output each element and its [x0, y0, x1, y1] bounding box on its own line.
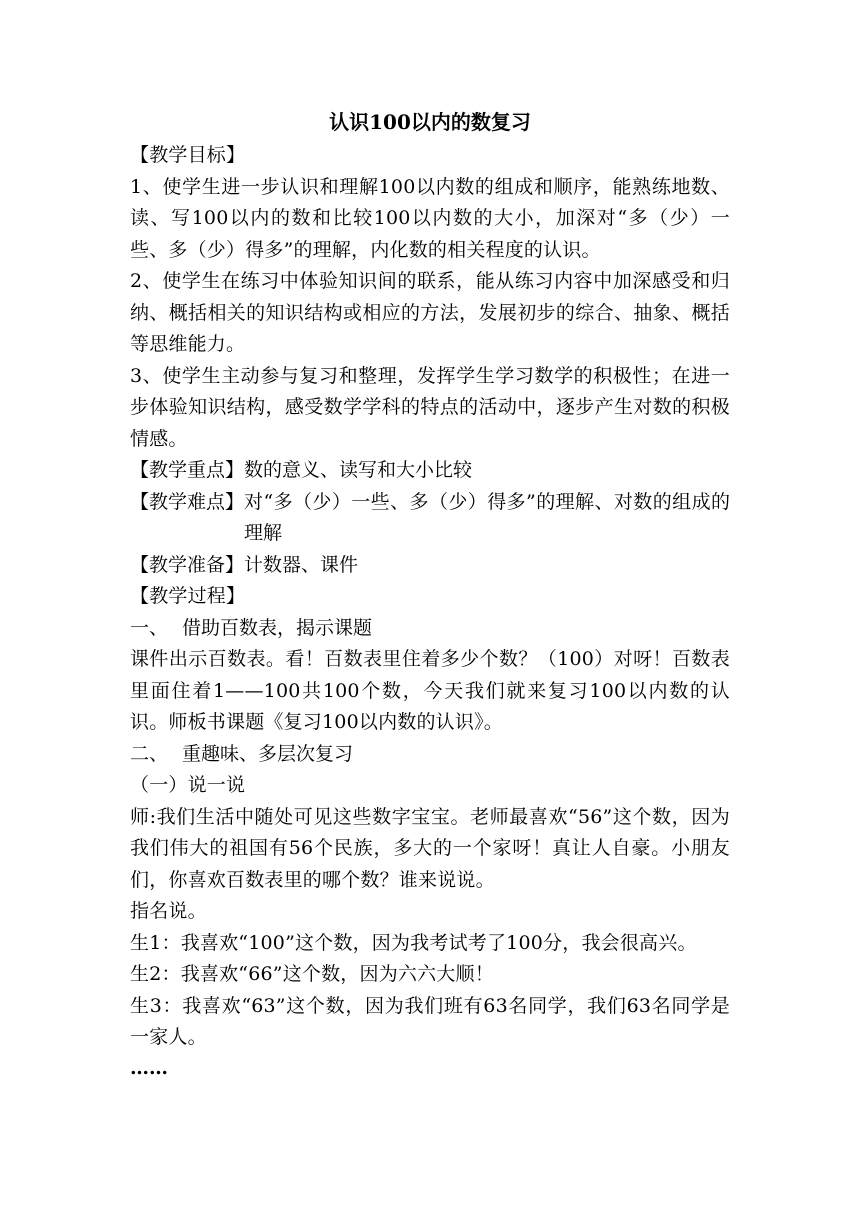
section-1-text: 课件出示百数表。看！百数表里住着多少个数？（100）对呀！百数表里面住着1——100共100个数，今天我们就来复习100以内数的认识。师板书课题《复习100以内数的认识》。	[130, 648, 730, 733]
section-2-number: 二、	[130, 742, 169, 765]
key-points-row	[130, 455, 730, 487]
student-3-text: 生3：我喜欢“63”这个数，因为我们班有63名同学，我们63名同学是一家人。	[130, 994, 730, 1048]
goals-heading: 【教学目标】	[130, 144, 246, 166]
subsection-1-heading: （一）说一说	[130, 774, 246, 796]
preparation-label: 【教学准备】	[130, 553, 245, 576]
preparation-row	[130, 550, 730, 582]
goal-item-3: 3、使学生主动参与复习和整理，发挥学生学习数学的积极性；在进一步体验知识结构，感受数学学科的特点的活动中，逐步产生对数的积极情感。	[130, 364, 730, 450]
section-2-heading	[130, 739, 730, 771]
goal-item-1: 1、使学生进一步认识和理解100以内数的组成和顺序，能熟练地数、读、写100以内的数和比较100以内数的大小，加深对“多（少）一些、多（少）得多”的理解，内化数的相关程度的认识。	[130, 175, 730, 261]
section-1-number: 一、	[130, 616, 169, 639]
difficulties-label: 【教学难点】	[130, 490, 245, 513]
student-1-text: 生1：我喜欢“100”这个数，因为我考试考了100分，我会很高兴。	[130, 931, 697, 954]
key-points-text: 数的意义、读写和大小比较	[244, 459, 473, 481]
section-1-title: 借助百数表，揭示课题	[182, 616, 373, 639]
document-title: 认识100以内的数复习	[329, 110, 531, 134]
teacher-text: 师:我们生活中随处可见这些数字宝宝。老师最喜欢“56”这个数，因为我们伟大的祖国有56个民族，多大的一个家呀！真让人自豪。小朋友们，你喜欢百数表里的哪个数？谁来说说。	[130, 805, 730, 891]
student-2-text: 生2：我喜欢“66”这个数，因为六六大顺！	[130, 963, 494, 985]
preparation-text: 计数器、课件	[244, 553, 359, 576]
section-1-heading	[130, 613, 730, 645]
goal-item-2: 2、使学生在练习中体验知识间的联系，能从练习内容中加深感受和归纳、概括相关的知识结构或相应的方法，发展初步的综合、抽象、概括等思维能力。	[130, 270, 730, 355]
key-points-label: 【教学重点】	[130, 459, 245, 481]
document-page	[130, 104, 730, 1082]
difficulties-text: 对“多（少）一些、多（少）得多”的理解、对数的组成的理解	[244, 490, 730, 544]
process-heading: 【教学过程】	[130, 585, 246, 607]
difficulties-row	[130, 487, 730, 550]
section-2-title: 重趣味、多层次复习	[182, 742, 354, 765]
ellipsis: ……	[130, 1056, 168, 1079]
call-on-text: 指名说。	[130, 900, 207, 922]
